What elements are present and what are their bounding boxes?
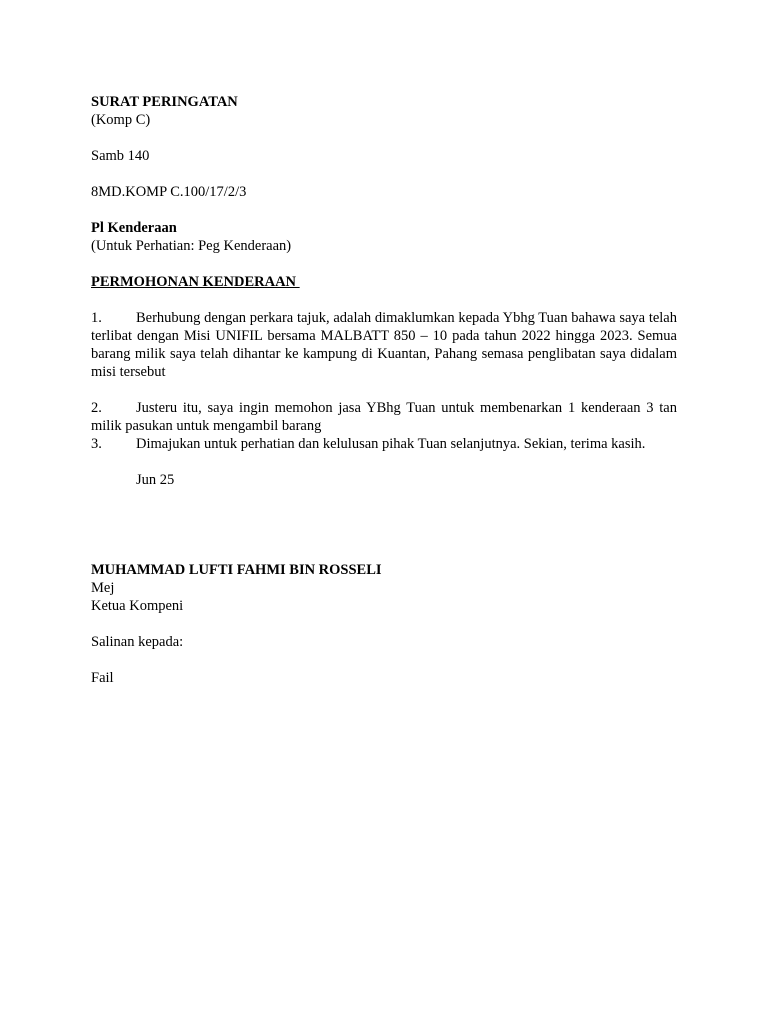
- paragraph-1: [91, 309, 677, 381]
- signatory-position: Ketua Kompeni: [91, 598, 184, 614]
- company-line: (Komp C): [91, 112, 151, 128]
- signatory-name: MUHAMMAD LUFTI FAHMI BIN ROSSELI: [91, 562, 382, 578]
- letter-title: SURAT PERINGATAN: [91, 94, 238, 110]
- signatory-rank: Mej: [91, 580, 115, 596]
- paragraph-number: 1.: [91, 310, 102, 326]
- copy-to-label: Salinan kepada:: [91, 634, 184, 650]
- letter-date: Jun 25: [136, 472, 175, 488]
- paragraph-number: 3.: [91, 436, 102, 452]
- reference-number: 8MD.KOMP C.100/17/2/3: [91, 184, 247, 200]
- recipient: Pl Kenderaan: [91, 220, 177, 236]
- copy-to-item: Fail: [91, 670, 114, 686]
- paragraph-text: Berhubung dengan perkara tajuk, adalah dimaklumkan kepada Ybhg Tuan bahawa saya telah terlibat dengan Misi UNIFIL bersama MALBATT 850 – 10 pada tahun 2022 hingga 2023. Semua barang milik saya telah dihantar ke kampung di Kuantan, Pahang semasa penglibatan saya didalam misi tersebut: [91, 310, 677, 380]
- paragraph-text: Dimajukan untuk perhatian dan kelulusan pihak Tuan selanjutnya. Sekian, terima kasih.: [136, 436, 646, 452]
- paragraph-2: [91, 399, 677, 435]
- letter-page: [91, 93, 677, 687]
- attention-line: (Untuk Perhatian: Peg Kenderaan): [91, 238, 292, 254]
- paragraph-3: [91, 435, 677, 453]
- paragraph-text: Justeru itu, saya ingin memohon jasa YBhg Tuan untuk membenarkan 1 kenderaan 3 tan milik pasukan untuk mengambil barang: [91, 400, 677, 434]
- extension-line: Samb 140: [91, 148, 150, 164]
- paragraph-number: 2.: [91, 400, 102, 416]
- subject-heading: PERMOHONAN KENDERAAN: [91, 274, 300, 290]
